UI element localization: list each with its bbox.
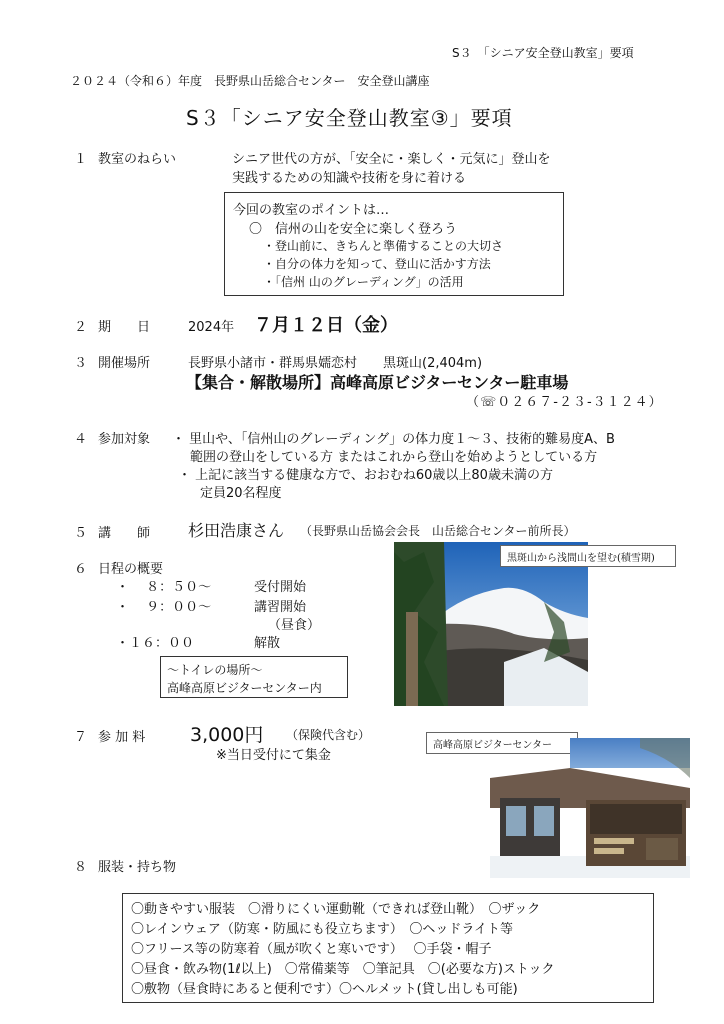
s5-lecturer-affil: （長野県山岳協会会長 山岳総合センター前所長） [300,524,576,538]
s7-fee-note: （保険代含む） [286,728,371,742]
points-main: 〇 信州の山を安全に楽しく登ろう [249,222,458,237]
points-item: ・「信州 山のグレーディング」の活用 [263,275,464,289]
s2-label: 期 日 [98,320,151,335]
s1-label: 教室のねらい [98,152,177,167]
s7-note: ※当日受付にて集金 [216,748,331,763]
s3-number: ３ [74,356,88,371]
schedule-time: ・１６：００ [116,636,195,651]
s8-number: ８ [74,860,88,875]
belongings-line: 〇敷物（昼食時にあると便利です）〇ヘルメット(貸し出しも可能) [131,982,518,997]
belongings-line: 〇動きやすい服装 〇滑りにくい運動靴（できれば登山靴） 〇ザック [131,902,541,917]
belongings-line: 〇昼食・飲み物(1ℓ以上) 〇常備薬等 〇筆記具 〇(必要な方)ストック [131,962,555,977]
belongings-box [122,893,654,1003]
toilet-place: 高峰高原ビジターセンター内 [167,681,322,695]
points-title: 今回の教室のポイントは… [233,203,390,218]
s2-date: ７月１２日（金） [254,315,398,336]
s6-number: ６ [74,562,88,577]
s2-number: ２ [74,320,88,335]
s1-text-line1: シニア世代の方が、「安全に・楽しく・元気に」登山を [232,152,551,167]
s4-number: ４ [74,432,88,447]
page-title: S３「シニア安全登山教室③」要項 [186,106,513,130]
header-doc-code: S３ 「シニア安全登山教室」要項 [452,46,634,60]
toilet-box [160,656,348,698]
belongings-line: 〇フリース等の防寒着（風が吹くと寒いです） 〇手袋・帽子 [131,942,492,957]
s3-phone: （☏０２６７-２３-３１２４） [466,395,663,410]
s5-label: 講 師 [98,526,151,541]
s6-label: 日程の概要 [98,562,164,577]
s5-lecturer-name: 杉田浩康さん [188,521,285,540]
schedule-event: 講習開始 [254,600,307,615]
s3-label: 開催場所 [98,356,151,371]
s8-label: 服装・持ち物 [98,860,177,875]
s3-meeting-place: 【集合・解散場所】高峰高原ビジターセンター駐車場 [186,373,569,392]
s4-line1: ・ 里山や、「信州山のグレーディング」の体力度１～３、技術的難易度A、B [172,432,615,447]
s3-location: 長野県小諸市・群馬県嬬恋村 黒斑山(2,404m) [188,356,483,371]
s4-line3: ・ 上記に該当する健康な方で、おおむね60歳以上80歳未満の方 [178,468,553,483]
s4-label: 参加対象 [98,432,151,447]
visitor-center-caption: 高峰高原ビジターセンター [426,732,578,754]
s7-fee: 3,000円 [190,724,264,746]
s5-number: ５ [74,526,88,541]
points-item: ・登山前に、きちんと準備することの大切さ [263,239,504,253]
points-box [224,192,564,296]
toilet-title: ～トイレの場所～ [167,663,263,677]
s4-line4: 定員20名程度 [200,486,282,501]
schedule-event: 解散 [254,636,281,651]
visitor-center-photo [490,738,690,878]
s4-line2: 範囲の登山をしている方 またはこれから登山を始めようとしている方 [190,450,598,465]
s1-text-line2: 実践するための知識や技術を身に着ける [232,171,467,186]
asama-photo-caption: 黒斑山から浅間山を望む(積雪期) [500,545,676,567]
s7-label: 参 加 料 [98,730,146,745]
schedule-time: ・ ９：００～ [116,600,212,615]
schedule-time: ・ ８：５０～ [116,580,212,595]
belongings-line: 〇レインウェア（防寒・防風にも役立ちます） 〇ヘッドライト等 [131,922,513,937]
schedule-event: （昼食） [268,618,321,633]
s2-year: 2024年 [188,320,235,335]
points-item: ・自分の体力を知って、登山に活かす方法 [263,257,491,271]
s1-number: １ [74,152,88,167]
header-org-line: ２０２４（令和６）年度 長野県山岳総合センター 安全登山講座 [70,74,430,88]
s7-number: ７ [74,730,88,745]
schedule-event: 受付開始 [254,580,307,595]
